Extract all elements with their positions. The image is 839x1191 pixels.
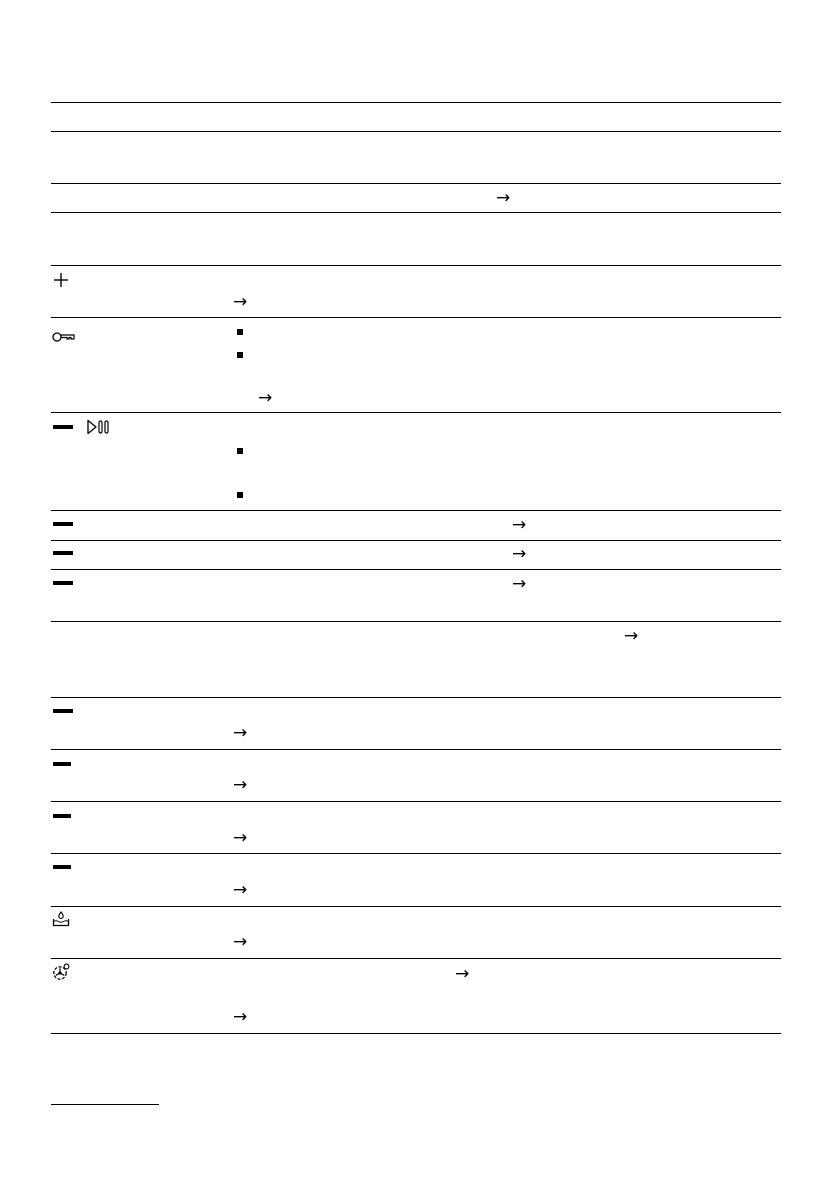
arrow-icon: →: [233, 775, 248, 795]
footnote-separator: [51, 1104, 159, 1105]
bullet-marker: [237, 448, 243, 454]
minus-icon: [53, 425, 73, 429]
bullet-marker: [237, 329, 243, 335]
plus-icon: [53, 272, 69, 288]
row-divider: [51, 212, 781, 213]
arrow-icon: →: [233, 932, 248, 952]
minus-icon: [53, 865, 71, 869]
water-tray-icon: [52, 911, 70, 927]
key-icon: [52, 331, 76, 343]
arrow-icon: →: [233, 880, 248, 900]
row-divider: [51, 183, 781, 184]
arrow-icon: →: [233, 828, 248, 848]
arrow-icon: →: [624, 626, 639, 646]
row-divider: [51, 749, 781, 750]
arrow-icon: →: [455, 964, 470, 984]
table-bottom-rule: [51, 1033, 781, 1034]
row-divider: [51, 853, 781, 854]
fan-gear-icon: [52, 963, 70, 981]
row-divider: [51, 697, 781, 698]
arrow-icon: →: [496, 188, 511, 208]
row-divider: [51, 621, 781, 622]
row-divider: [51, 265, 781, 266]
row-divider: [51, 510, 781, 511]
minus-icon: [53, 709, 73, 713]
row-divider: [51, 317, 781, 318]
arrow-icon: →: [512, 544, 527, 564]
arrow-icon: →: [512, 515, 527, 535]
table-header-rule: [51, 131, 781, 132]
arrow-icon: →: [233, 292, 248, 312]
arrow-icon: →: [512, 574, 527, 594]
row-divider: [51, 540, 781, 541]
minus-icon: [53, 551, 73, 555]
bullet-marker: [237, 352, 243, 358]
row-divider: [51, 906, 781, 907]
minus-icon: [53, 581, 73, 585]
start-pause-icon: [86, 419, 110, 435]
arrow-icon: →: [258, 388, 273, 408]
row-divider: [51, 412, 781, 413]
minus-icon: [53, 762, 71, 766]
row-divider: [51, 958, 781, 959]
arrow-icon: →: [233, 1007, 248, 1027]
bullet-marker: [237, 492, 243, 498]
arrow-icon: →: [233, 723, 248, 743]
row-divider: [51, 569, 781, 570]
row-divider: [51, 801, 781, 802]
table-top-rule: [51, 102, 781, 103]
minus-icon: [53, 522, 73, 526]
minus-icon: [53, 814, 71, 818]
